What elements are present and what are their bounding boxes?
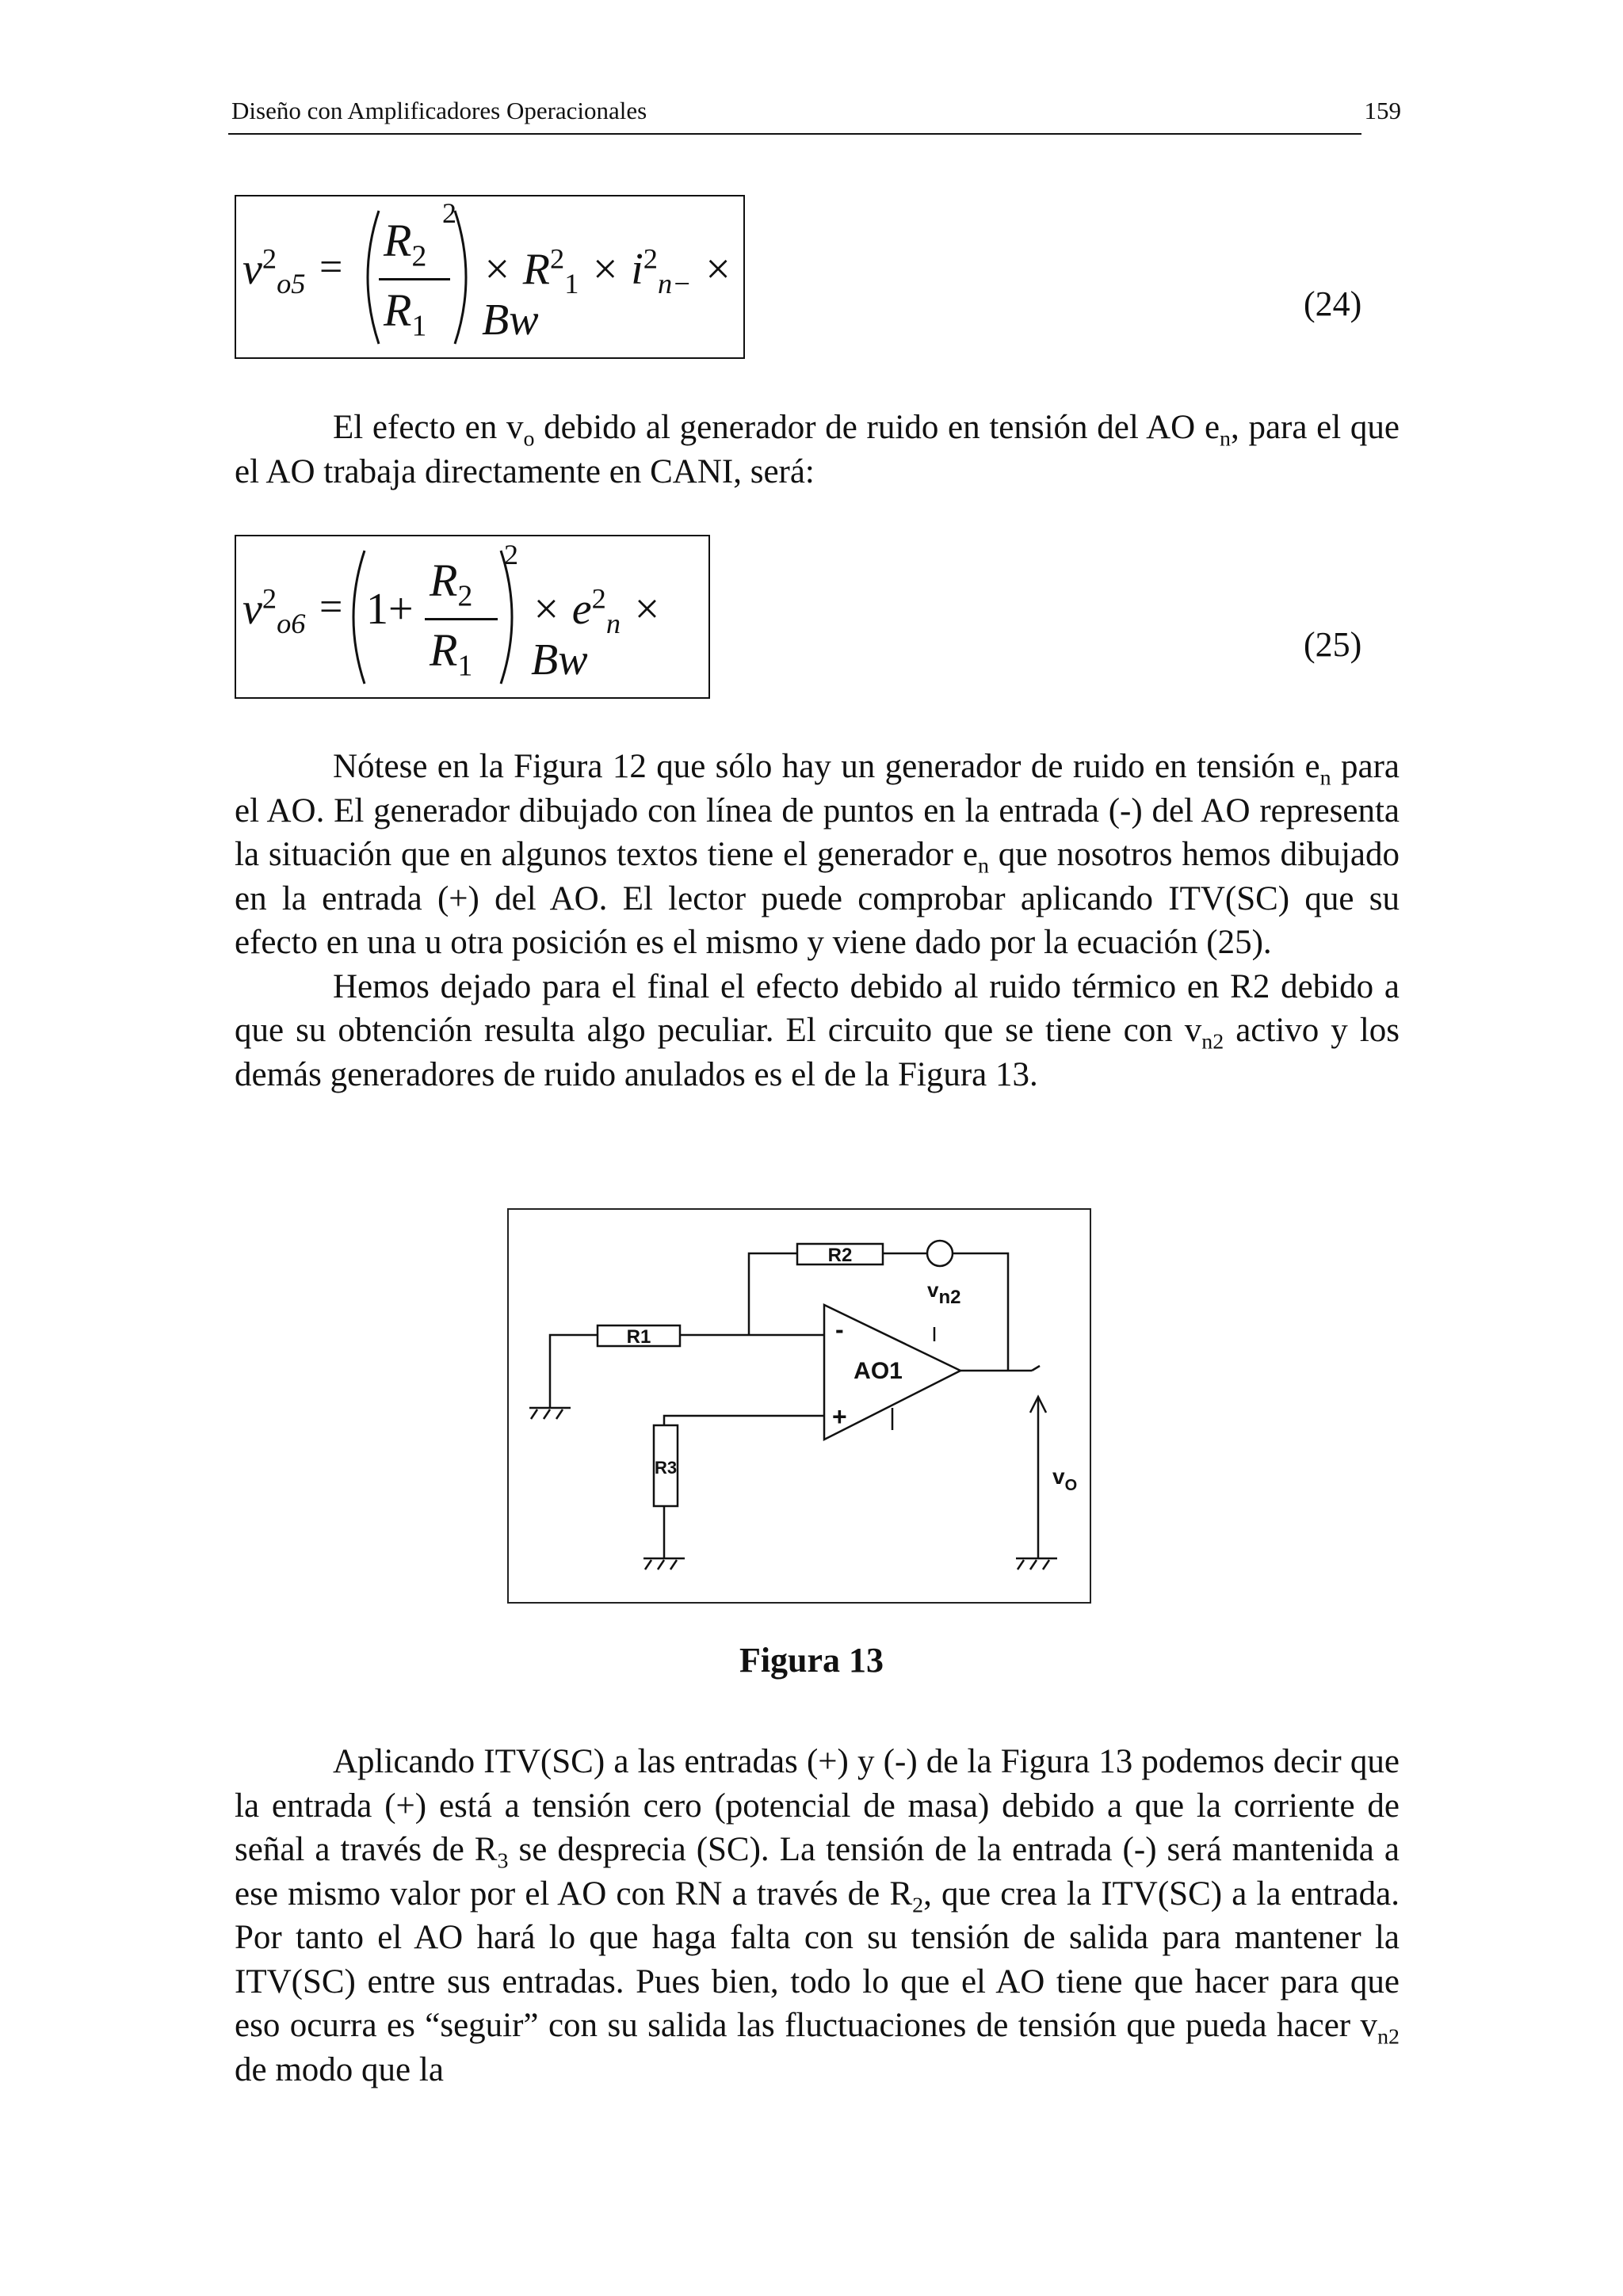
eq25-exponent: 2 <box>504 539 518 570</box>
eq25-denominator: $R_1$ <box>430 624 473 683</box>
vo-label: $v_O$ <box>1052 1464 1078 1494</box>
opamp-minus-sign: - <box>835 1315 844 1344</box>
running-title: Diseño con Amplificadores Operacionales <box>231 97 647 124</box>
paragraph-2: Nótese en la Figura 12 que sólo hay un generador de ruido en tensión $e_n$ para el AO. El generador dibujado con línea de puntos en la entrada (-) del AO representa la situación que en algunos textos tiene el generador $e_n$ que nosotros hemos dibujado en la entrada (+) del AO. El lector puede comprobar aplicando ITV(SC) que su efecto en una u otra posición es el mismo y viene dado por la ecuación (25). <box>235 748 1400 961</box>
eq25-one-plus: 1+ <box>366 585 414 634</box>
eq24-paren-left <box>355 208 384 347</box>
figure-13-circuit <box>507 1208 1091 1604</box>
eq24-fraction-bar <box>379 278 450 280</box>
equation-25-box <box>235 535 710 699</box>
r2-label: R2 <box>827 1245 853 1266</box>
paragraph-2-3 <box>235 745 1400 1097</box>
r1-label: R1 <box>626 1326 651 1348</box>
eq24-denominator: $R_1$ <box>384 284 427 343</box>
opamp-plus-sign: + <box>832 1402 847 1431</box>
eq25-fraction-bar <box>425 618 498 620</box>
eq25-paren-left <box>341 547 369 687</box>
circuit-diagram <box>509 1210 1090 1602</box>
page-header <box>228 93 1401 135</box>
figure-13-caption: Figura 13 <box>739 1641 884 1680</box>
eq24-tail: × $R^2_1 \times i^2_{n-} \times Bw$ <box>482 242 733 345</box>
equation-24-box <box>235 195 745 359</box>
paragraph-4: Aplicando ITV(SC) a las entradas (+) y (-) de la Figura 13 podemos decir que la entrada (+) está a tensión cero (potencial de masa) debido a que la corriente de señal a través de $R_3$ se desprecia (SC). La tensión de la entrada (-) será mantenida a ese mismo valor por el AO con RN a través de $R_2$, que crea la ITV(SC) a la entrada. Por tanto el AO hará lo que haga falta con su tensión de salida para mantener la ITV(SC) entre sus entradas. Pues bien, todo lo que el AO tiene que hacer para que eso ocurra es “seguir” con su salida las fluctuaciones de tensión que pueda hacer $v_{n2}$ de modo que la <box>235 1743 1400 2088</box>
equation-25-number: (25) <box>1304 625 1362 664</box>
eq24-numerator: $R_2$ <box>384 215 427 273</box>
r3-label: R3 <box>654 1458 678 1478</box>
eq25-numerator: $R_2$ <box>430 555 473 613</box>
equation-24-number: (24) <box>1304 284 1362 323</box>
opamp-label: AO1 <box>854 1358 903 1384</box>
paragraph-1: El efecto en $v_o$ debido al generador de ruido en tensión del AO $e_n$, para el que el AO trabaja directamente en CANI, será: <box>235 409 1400 490</box>
eq24-exponent: 2 <box>442 197 456 229</box>
paragraph-3: Hemos dejado para el final el efecto debido al ruido térmico en R2 debido a que su obtención resulta algo peculiar. El circuito que se tiene con $v_{n2}$ activo y los demás generadores de ruido anulados es el de la Figura 13. <box>235 967 1400 1093</box>
eq25-equals: = <box>319 585 343 630</box>
page-number: 159 <box>1364 97 1401 124</box>
eq24-equals: = <box>319 245 343 290</box>
eq24-lhs: $v^2_{o5}$ <box>242 242 306 300</box>
eq25-tail: × $e^2_n \times Bw$ <box>531 582 662 685</box>
eq25-lhs: $v^2_{o6}$ <box>242 582 306 640</box>
vn2-label: vn2 <box>927 1278 961 1308</box>
